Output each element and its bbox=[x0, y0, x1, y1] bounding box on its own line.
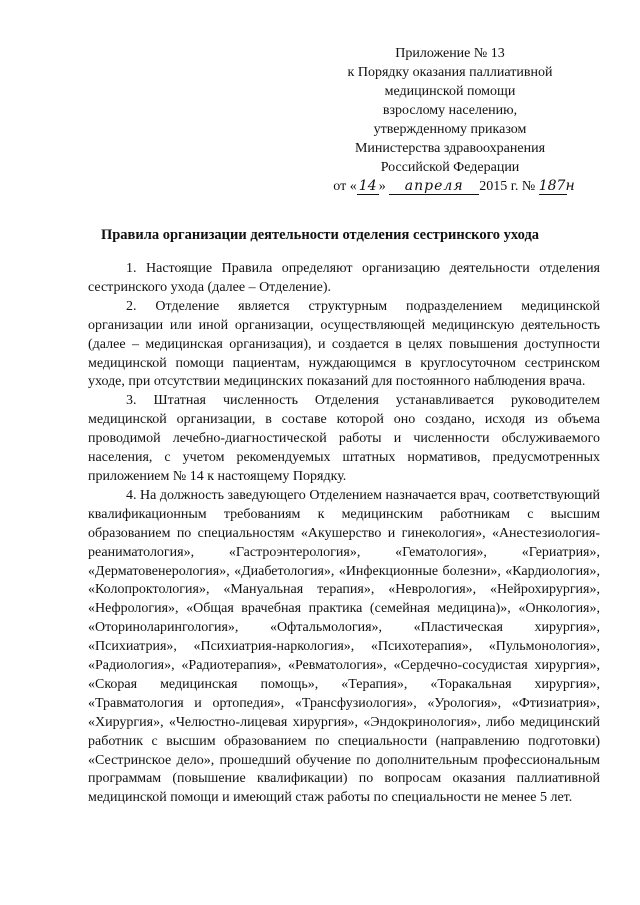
paragraph: 4. На должность заведующего Отделением назначается врач, соответствующий квалификационным требованиям к медицинским работникам с высшим образованием по специальностям «Акушерство и гинекология», «Анестезиология-реаниматология», «Гастроэнтерология», «Гематология», «Гериатрия», «Дерматовенерология», «Диабетология», «Инфекционные болезни», «Кардиология», «Колопроктология», «Мануальная терапия», «Неврология», «Нейрохирургия», «Нефрология», «Общая врачебная практика (семейная медицина)», «Онкология», «Оториноларингология», «Офтальмология», «Пластическая хирургия», «Психиатрия», «Психиатрия-наркология», «Психотерапия», «Пульмонология», «Радиология», «Радиотерапия», «Ревматология», «Сердечно-сосудистая хирургия», «Скорая медицинская помощь», «Терапия», «Торакальная хирургия», «Травматология и ортопедия», «Трансфузиология», «Урология», «Фтизиатрия», «Хирургия», «Челюстно-лицевая хирургия», «Эндокринология», либо медицинский работник с высшим образованием по специальности (направлению подготовки) «Сестринское дело», прошедший обучение по дополнительным профессиональным программам (повышение квалификации) по вопросам оказания паллиативной медицинской помощи и имеющий стаж работы по специальности не менее 5 лет. bbox=[88, 487, 600, 806]
document-body bbox=[88, 260, 600, 808]
appendix-header bbox=[330, 44, 575, 196]
paragraph: 2. Отделение является структурным подразделением медицинской организации или иной организации, осуществляющей медицинскую деятельность (далее – медицинская организация), и создается в целях повышения доступности медицинской помощи пациентам, нуждающимся в круглосуточном сестринском уходе, при отсутствии медицинских показаний для постоянного наблюдения врача. bbox=[88, 298, 600, 390]
appendix-line: утвержденному приказом bbox=[373, 122, 527, 137]
paragraph: 3. Штатная численность Отделения устанавливается руководителем медицинской организации, в составе которой оно создано, исходя из объема проводимой лечебно-диагностической работы и численности обслуживаемого населения, с учетом рекомендуемых штатных нормативов, предусмотренных приложением № 14 к настоящему Порядку. bbox=[88, 393, 600, 484]
appendix-line: к Порядку оказания паллиативной bbox=[347, 65, 553, 80]
date-mid: » bbox=[378, 179, 386, 194]
appendix-line: взрослому населению, bbox=[382, 103, 518, 118]
appendix-line: Министерства здравоохранения bbox=[354, 141, 546, 156]
appendix-line: медицинской помощи bbox=[384, 84, 516, 99]
date-year: 2015 г. № bbox=[479, 179, 536, 194]
handwritten-month: апреля bbox=[389, 179, 479, 195]
document-title: Правила организации деятельности отделения сестринского ухода bbox=[100, 227, 540, 243]
handwritten-day: 14 bbox=[357, 179, 379, 195]
appendix-line: Российской Федерации bbox=[380, 160, 520, 175]
paragraph: 1. Настоящие Правила определяют организацию деятельности отделения сестринского ухода (далее – Отделение). bbox=[88, 261, 600, 295]
order-date-line bbox=[330, 177, 575, 196]
date-prefix: от « bbox=[333, 179, 357, 194]
handwritten-order-number: 187н bbox=[538, 178, 575, 194]
appendix-line: Приложение № 13 bbox=[395, 46, 505, 61]
